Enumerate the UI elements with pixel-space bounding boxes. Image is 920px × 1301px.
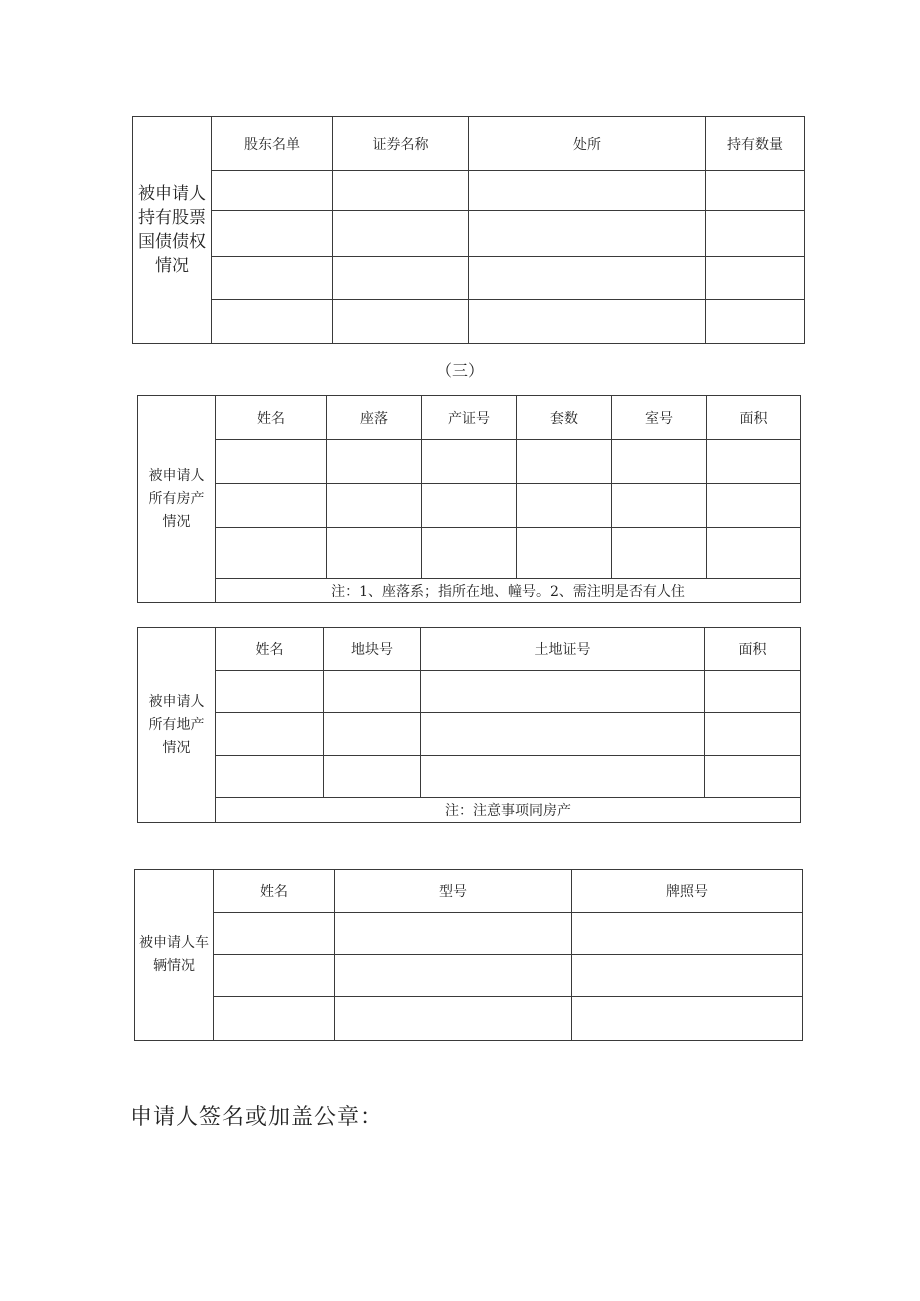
header-shareholder-list: 股东名单 xyxy=(212,117,333,171)
table-row xyxy=(138,671,801,713)
table-row xyxy=(138,484,801,528)
header-area: 面积 xyxy=(705,628,801,671)
header-plot-no: 地块号 xyxy=(324,628,421,671)
header-security-name: 证券名称 xyxy=(333,117,469,171)
stocks-side-label: 被申请人 持有股票 国债债权 情况 xyxy=(133,117,212,344)
section-label: （三） xyxy=(435,361,484,380)
table-row xyxy=(133,211,805,257)
table-row xyxy=(133,171,805,211)
header-name: 姓名 xyxy=(216,396,327,440)
header-location: 处所 xyxy=(469,117,706,171)
header-units: 套数 xyxy=(517,396,612,440)
header-model: 型号 xyxy=(335,870,572,913)
vehicle-table xyxy=(134,869,803,1041)
land-note: 注：注意事项同房产 xyxy=(216,798,801,823)
table-row xyxy=(138,528,801,579)
header-name: 姓名 xyxy=(214,870,335,913)
header-holding-quantity: 持有数量 xyxy=(706,117,805,171)
stocks-table xyxy=(132,116,805,344)
table-row xyxy=(135,955,803,997)
table-row xyxy=(135,913,803,955)
signature-label: 申请人签名或加盖公章： xyxy=(130,1105,384,1130)
house-table xyxy=(137,395,801,603)
vehicle-side-label: 被申请人车 辆情况 xyxy=(135,870,214,1041)
header-land-certificate-no: 土地证号 xyxy=(421,628,705,671)
house-note: 注：1、座落系；指所在地、幢号。2、需注明是否有人住 xyxy=(216,579,801,603)
table-row xyxy=(133,257,805,300)
header-certificate-no: 产证号 xyxy=(422,396,517,440)
table-row xyxy=(138,440,801,484)
table-row xyxy=(133,300,805,344)
land-table xyxy=(137,627,801,823)
header-name: 姓名 xyxy=(216,628,324,671)
header-plate-no: 牌照号 xyxy=(572,870,803,913)
header-area: 面积 xyxy=(707,396,801,440)
header-room-no: 室号 xyxy=(612,396,707,440)
table-row xyxy=(138,756,801,798)
table-row xyxy=(135,997,803,1041)
header-location: 座落 xyxy=(327,396,422,440)
house-side-label: 被申请人 所有房产 情况 xyxy=(138,396,216,603)
land-side-label: 被申请人 所有地产 情况 xyxy=(138,628,216,823)
table-row xyxy=(138,713,801,756)
